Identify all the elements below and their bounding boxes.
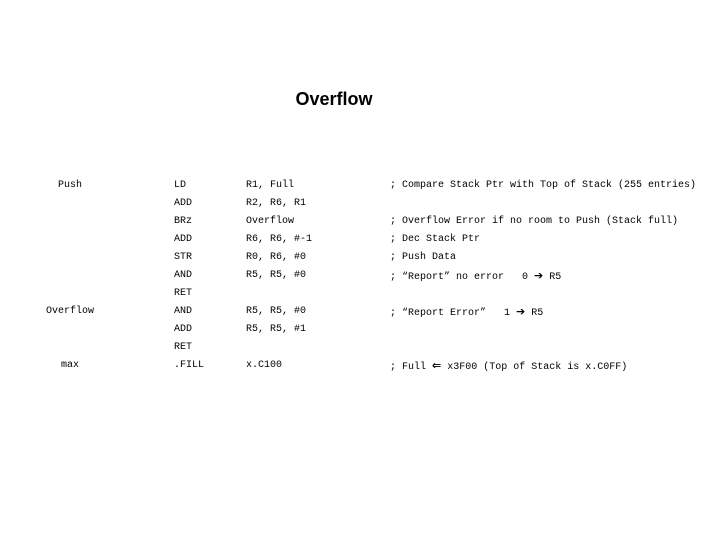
code-row — [0, 267, 720, 285]
code-row — [0, 213, 720, 231]
code-opcode: LD — [174, 180, 187, 191]
code-row — [0, 195, 720, 213]
code-comment — [390, 303, 543, 323]
code-opcode: .FILL — [174, 360, 205, 371]
code-opcode: ADD — [174, 198, 193, 209]
code-opcode: ADD — [174, 234, 193, 245]
code-label: max — [60, 360, 79, 371]
code-operands: Overflow — [246, 216, 295, 227]
left-arrow-icon: ⇐ — [432, 359, 442, 372]
comment-text: ; “Report” no error 0 — [390, 272, 529, 283]
comment-target: x3F00 (Top of Stack is x.C0FF) — [447, 362, 628, 373]
code-row — [0, 339, 720, 357]
comment-target: R5 — [531, 308, 544, 319]
code-row — [0, 357, 720, 375]
code-operands: R1, Full — [246, 180, 295, 191]
code-operands: R6, R6, #-1 — [246, 234, 313, 245]
code-operands: R5, R5, #0 — [246, 270, 307, 281]
code-opcode: AND — [174, 306, 193, 317]
code-row — [0, 231, 720, 249]
code-opcode: ADD — [174, 324, 193, 335]
code-label: Push — [57, 180, 82, 191]
code-row — [0, 285, 720, 303]
code-operands: R5, R5, #1 — [246, 324, 307, 335]
code-comment: ; Overflow Error if no room to Push (Stack full) — [390, 216, 679, 227]
code-listing — [0, 177, 720, 375]
code-opcode: RET — [174, 288, 193, 299]
comment-target: R5 — [549, 272, 562, 283]
code-operands: R5, R5, #0 — [246, 306, 307, 317]
code-comment: ; Push Data — [390, 252, 457, 263]
code-opcode: STR — [174, 252, 193, 263]
page-title: Overflow — [295, 89, 373, 109]
comment-text: ; Full — [390, 362, 427, 373]
code-opcode: BRz — [174, 216, 193, 227]
comment-text: ; “Report Error” 1 — [390, 308, 511, 319]
right-arrow-icon: ➔ — [516, 305, 526, 318]
code-opcode: RET — [174, 342, 193, 353]
code-operands: x.C100 — [246, 360, 283, 371]
code-row — [0, 177, 720, 195]
code-comment: ; Dec Stack Ptr — [390, 234, 481, 245]
code-row — [0, 249, 720, 267]
code-operands: R2, R6, R1 — [246, 198, 307, 209]
code-comment — [390, 267, 561, 287]
code-comment: ; Compare Stack Ptr with Top of Stack (255 entries) — [390, 180, 697, 191]
right-arrow-icon: ➔ — [534, 269, 544, 282]
code-row — [0, 303, 720, 321]
code-operands: R0, R6, #0 — [246, 252, 307, 263]
code-comment — [390, 357, 627, 377]
code-row — [0, 321, 720, 339]
code-opcode: AND — [174, 270, 193, 281]
code-label: Overflow — [45, 306, 94, 317]
